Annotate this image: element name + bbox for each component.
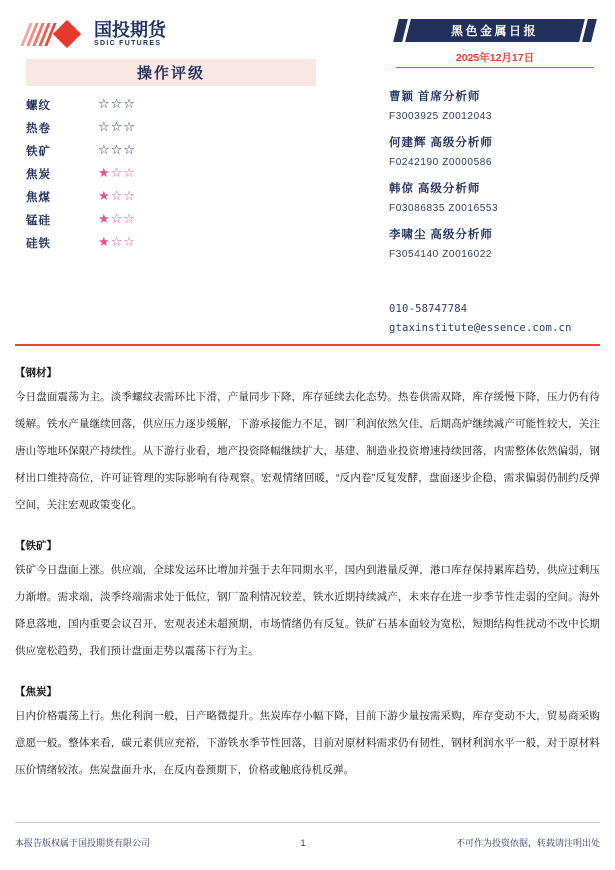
rating-panel-title-text: 操作评级	[136, 66, 205, 82]
report-body	[15, 362, 600, 800]
rating-commodity-name: 焦炭	[26, 168, 51, 181]
rating-commodity-name: 硅铁	[26, 237, 51, 250]
footer-divider	[15, 822, 600, 823]
analyst-list	[389, 87, 609, 271]
analyst-license-codes: F03086835 Z0016553	[389, 203, 499, 214]
section-heading: 【钢材】	[15, 367, 57, 379]
section-paragraph: 今日盘面震荡为主。淡季螺纹表需环比下滑，产量同步下降，库存延续去化态势。热卷供需双降，库存缓慢下降，压力仍有待缓解。铁水产量继续回落，供应压力逐步缓解，下游承接能力不足，钢厂利润依然欠佳，后期高炉继续减产可能性较大，关注唐山等地环保限产持续性。从下游行业看，地产投资降幅继续扩大，基建、制造业投资增速持续回落，内需整体依然偏弱，钢材出口维持高位，许可证管理的实际影响有待观察。宏观情绪回暖，“反内卷”反复发酵，盘面逐步企稳，需求偏弱仍制约反弹空间，关注宏观政策变化。	[15, 391, 600, 511]
rating-row	[26, 162, 316, 185]
banner-tip-right	[582, 19, 597, 42]
rating-commodity-name: 锰硅	[26, 214, 51, 227]
rating-stars: ☆☆☆	[98, 143, 136, 158]
report-title-banner	[396, 19, 594, 42]
report-header	[0, 0, 615, 340]
rating-stars: ★☆☆	[98, 235, 136, 250]
header-divider	[15, 344, 600, 346]
rating-row	[26, 208, 316, 231]
rating-row	[26, 231, 316, 254]
report-section	[15, 535, 600, 665]
rating-row	[26, 116, 316, 139]
logo-text	[94, 21, 166, 47]
rating-row	[26, 185, 316, 208]
analyst-entry	[389, 179, 609, 219]
section-paragraph: 铁矿今日盘面上涨。供应端，全球发运环比增加并强于去年同期水平，国内到港量反弹，港口库存保持累库趋势，供应过剩压力渐增。需求端，淡季终端需求处于低位，钢厂盈利情况较差，铁水近期持续减产，未来存在进一步季节性走弱的空间。海外降息落地，国内重要会议召开，宏观表述未超预期，市场情绪仍有反复。铁矿石基本面较为宽松，短期结构性扰动不改中长期供应宽松趋势，我们预计盘面走势以震荡下行为主。	[15, 564, 600, 657]
report-section	[15, 681, 600, 784]
section-heading: 【铁矿】	[15, 540, 57, 552]
footer-disclaimer: 不可作为投资依据，转载请注明出处	[455, 838, 600, 848]
contact-email[interactable]: gtaxinstitute@essence.com.cn	[389, 322, 572, 334]
section-heading: 【焦炭】	[15, 686, 57, 698]
contact-block	[389, 300, 614, 338]
rating-stars: ★☆☆	[98, 189, 136, 204]
report-title-text: 黑色金属日报	[451, 24, 539, 38]
rating-panel-title	[26, 59, 316, 86]
logo-mark-icon	[24, 20, 92, 48]
analyst-name: 韩倞 高级分析师	[389, 183, 481, 195]
analyst-entry	[389, 225, 609, 265]
banner-underline	[396, 67, 594, 68]
rating-commodity-name: 焦煤	[26, 191, 51, 204]
rating-commodity-name: 螺纹	[26, 99, 51, 112]
report-section	[15, 362, 600, 519]
company-logo	[24, 17, 166, 51]
analyst-name: 曹颖 首席分析师	[389, 91, 481, 103]
banner-body	[405, 19, 585, 42]
footer-copyright: 本报告版权属于国投期货有限公司	[15, 838, 151, 848]
rating-stars: ☆☆☆	[98, 120, 136, 135]
rating-stars: ☆☆☆	[98, 97, 136, 112]
rating-stars: ★☆☆	[98, 166, 136, 181]
rating-row	[26, 93, 316, 116]
rating-stars: ★☆☆	[98, 212, 136, 227]
logo-name-en: SDIC FUTURES	[94, 40, 162, 47]
rating-list	[26, 93, 316, 254]
rating-commodity-name: 热卷	[26, 122, 51, 135]
analyst-license-codes: F3003925 Z0012043	[389, 111, 493, 122]
section-paragraph: 日内价格震荡上行。焦化利润一般，日产略微提升。焦炭库存小幅下降，目前下游少量按需采购，库存变动不大，贸易商采购意愿一般。整体来看，碳元素供应充裕，下游铁水季节性回落，目前对原材料需求仍有韧性，钢材利润水平一般，对于原材料压价情绪较浓。焦炭盘面升水，在反内卷预期下，价格或触底待机反弹。	[15, 710, 600, 776]
rating-row	[26, 139, 316, 162]
rating-commodity-name: 铁矿	[26, 145, 51, 158]
analyst-name: 李啸尘 高级分析师	[389, 229, 493, 241]
analyst-license-codes: F0242190 Z0000586	[389, 157, 493, 168]
analyst-entry	[389, 133, 609, 173]
analyst-name: 何建辉 高级分析师	[389, 137, 493, 149]
analyst-entry	[389, 87, 609, 127]
contact-phone: 010-58747784	[389, 303, 468, 315]
logo-name-cn: 国投期货	[94, 20, 166, 40]
analyst-license-codes: F3054140 Z0016022	[389, 249, 493, 260]
footer-page-number: 1	[300, 837, 306, 848]
report-date: 2025年12月17日	[455, 52, 535, 64]
page-footer	[15, 836, 600, 849]
